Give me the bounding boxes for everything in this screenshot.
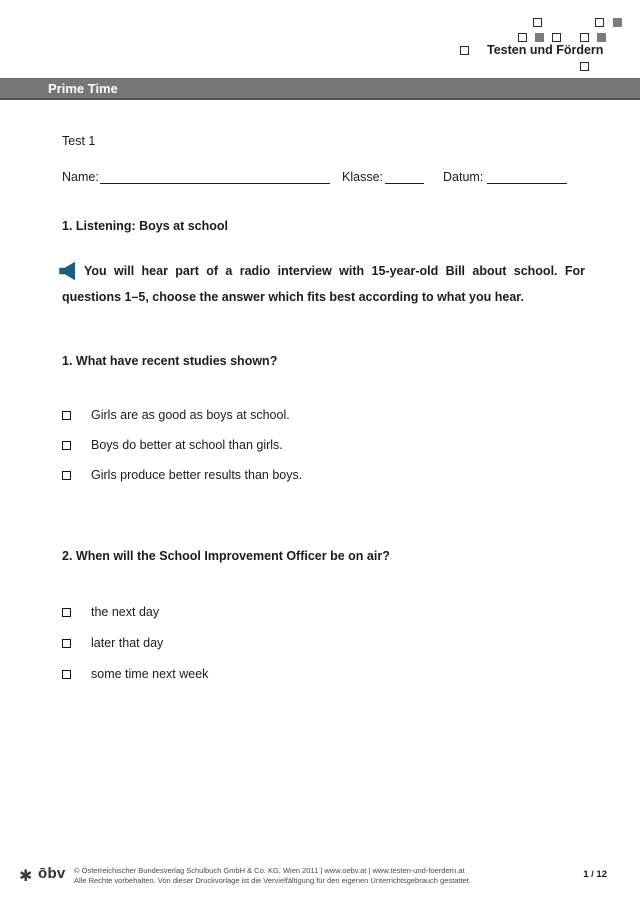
instruction-text: You will hear part of a radio interview with 15-year-old Bill about school. For questions 1–5, choose the answer which fits best according to what you hear. <box>62 264 585 304</box>
logo-square-filled-icon <box>613 18 622 27</box>
option-label: Girls are as good as boys at school. <box>91 408 290 422</box>
logo-square-icon <box>580 33 589 42</box>
logo-square-filled-icon <box>535 33 544 42</box>
logo-square-icon <box>595 18 604 27</box>
logo-square-icon <box>552 33 561 42</box>
page-number: 1 / 12 <box>583 869 607 880</box>
logo-square-filled-icon <box>597 33 606 42</box>
answer-checkbox[interactable] <box>62 670 71 679</box>
listening-instruction <box>62 258 585 310</box>
answer-checkbox[interactable] <box>62 608 71 617</box>
title-bar-label: Prime Time <box>48 81 118 96</box>
option-label: the next day <box>91 605 160 619</box>
question-2-option-row <box>62 667 208 681</box>
question-1-option-row <box>62 468 302 482</box>
question-2-option-row <box>62 636 163 650</box>
copyright-line-1: © Österreichischer Bundesverlag Schulbuch GmbH & Co. KG, Wien 2011 | www.oebv.at | www.testen-und-foerdern.at <box>74 866 465 875</box>
klasse-input-line[interactable] <box>385 183 424 184</box>
option-label: some time next week <box>91 667 209 681</box>
test-title: Test 1 <box>62 134 96 148</box>
answer-checkbox[interactable] <box>62 411 71 420</box>
question-2-option-row <box>62 605 159 619</box>
answer-checkbox[interactable] <box>62 441 71 450</box>
title-bar <box>0 78 640 100</box>
copyright-line-2: Alle Rechte vorbehalten. Von dieser Druckvorlage ist die Vervielfältigung für den eigenen Unterrichtsgebrauch gestattet. <box>74 875 471 885</box>
option-label: Girls produce better results than boys. <box>91 468 303 482</box>
name-input-line[interactable] <box>100 183 330 184</box>
question-1-heading: 1. What have recent studies shown? <box>62 354 278 368</box>
klasse-label: Klasse: <box>342 170 383 184</box>
logo-square-icon <box>460 46 469 55</box>
logo-square-icon <box>533 18 542 27</box>
datum-input-line[interactable] <box>487 183 567 184</box>
option-label: Boys do better at school than girls. <box>91 438 283 452</box>
option-label: later that day <box>91 636 164 650</box>
question-2-heading: 2. When will the School Improvement Officer be on air? <box>62 549 390 563</box>
oebv-logo-text: ōbv <box>38 865 66 882</box>
name-label: Name: <box>62 170 99 184</box>
datum-label: Datum: <box>443 170 484 184</box>
question-1-option-row <box>62 408 290 422</box>
answer-checkbox[interactable] <box>62 471 71 480</box>
answer-checkbox[interactable] <box>62 639 71 648</box>
logo-square-icon <box>518 33 527 42</box>
speaker-icon <box>58 261 78 281</box>
copyright-text <box>74 866 471 886</box>
section-heading: 1. Listening: Boys at school <box>62 219 228 233</box>
question-1-option-row <box>62 438 283 452</box>
oebv-star-icon: ✱ <box>19 866 33 885</box>
logo-square-icon <box>580 62 589 71</box>
brand-logo-text: Testen und Fördern <box>487 43 604 57</box>
